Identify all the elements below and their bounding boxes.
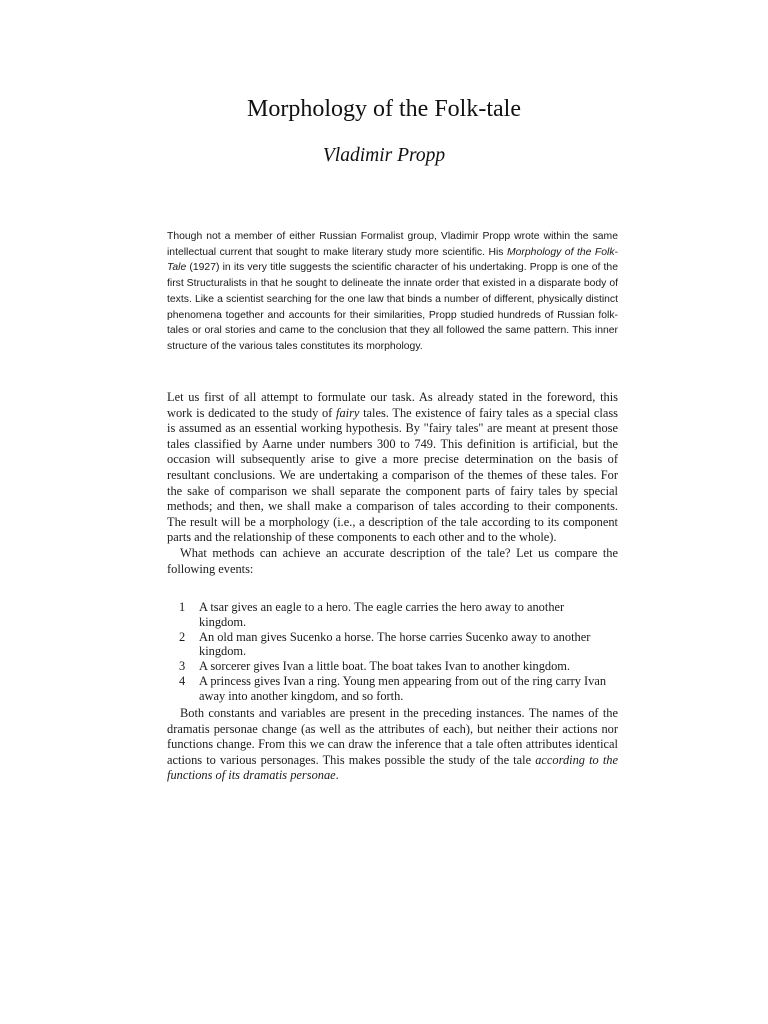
closing-section bbox=[167, 706, 618, 784]
intro-paragraph bbox=[167, 229, 618, 355]
paragraph-1-emphasis: fairy bbox=[336, 405, 360, 420]
list-item-text: A sorcerer gives Ivan a little boat. The boat takes Ivan to another kingdom. bbox=[199, 659, 571, 674]
paragraph-3-emphasis: according to the functions of its dramatis personae bbox=[167, 752, 618, 783]
intro-book-title: Morphology of the Folk-Tale bbox=[167, 246, 619, 274]
paragraph-1-start: Let us first of all attempt to formulate our task. As already stated in the foreword, this work is dedicated to the study of bbox=[167, 390, 618, 420]
list-item-number: 4 bbox=[179, 673, 186, 688]
list-item-text: An old man gives Sucenko a horse. The horse carries Sucenko away to another kingdom. bbox=[199, 629, 591, 659]
document-title: Morphology of the Folk-tale bbox=[247, 96, 521, 122]
body-paragraph-3 bbox=[167, 706, 618, 784]
list-item-number: 2 bbox=[179, 629, 186, 644]
body-paragraph-2: What methods can achieve an accurate description of the tale? Let us compare the following events: bbox=[167, 545, 618, 576]
paragraph-3-text: Both constants and variables are present in the preceding instances. The names of the dramatis personae change (as well as the attributes of each), but neither their actions nor functions change. From this we can draw the inference that a tale often attributes identical actions to various personages. This makes possible the study of the tale bbox=[167, 706, 618, 767]
events-list bbox=[179, 600, 609, 704]
list-item bbox=[179, 674, 609, 704]
list-item bbox=[179, 600, 609, 630]
paragraph-3-end: . bbox=[335, 768, 339, 783]
list-item-number: 3 bbox=[179, 659, 186, 674]
list-item bbox=[179, 630, 609, 660]
document-author: Vladimir Propp bbox=[322, 145, 446, 166]
list-item bbox=[179, 659, 609, 674]
intro-text-end: (1927) in its very title suggests the scientific character of his undertaking. Propp is one of the first Structuralists in that he sought to delineate the innate order that existed in a disparate body of texts. Like a scientist searching for the one law that binds a number of different, physically distinct phenomena together and accounts for their similarities, Propp studied hundreds of Russian folk-tales or oral stories and came to the conclusion that they all followed the same pattern. This inner structure of the various tales constitutes its morphology. bbox=[167, 262, 618, 352]
intro-text-start: Though not a member of either Russian Formalist group, Vladimir Propp wrote within the same intellectual current that sought to make literary study more scientific. His bbox=[167, 231, 618, 258]
body-section bbox=[167, 390, 618, 577]
body-paragraph-1 bbox=[167, 390, 618, 546]
list-item-number: 1 bbox=[179, 600, 186, 614]
paragraph-1-end: tales. The existence of fairy tales as a special class is assumed as an essential working hypothesis. By "fairy tales" are meant at present those tales classified by Aarne under numbers 300 to 749. This definition is artificial, but the occasion will subsequently arise to give a more precise determination on the basis of resultant conclusions. We are undertaking a comparison of the themes of these tales. For the sake of comparison we shall separate the component parts of fairy tales by special methods; and then, we shall make a comparison of tales according to their components. The result will be a morphology (i.e., a description of the tale according to its component parts and the relationship of these components to each other and to the whole). bbox=[167, 405, 618, 545]
list-item-text: A princess gives Ivan a ring. Young men appearing from out of the ring carry Ivan away into another kingdom, and so forth. bbox=[199, 673, 607, 703]
list-item-text: A tsar gives an eagle to a hero. The eagle carries the hero away to another kingdom. bbox=[199, 600, 565, 629]
